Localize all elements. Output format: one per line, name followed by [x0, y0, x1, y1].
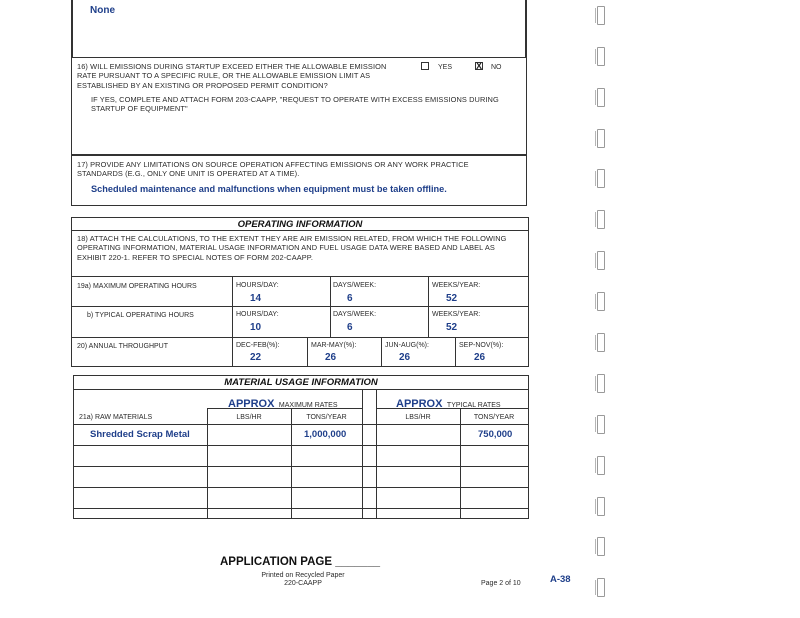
annual-col-divider-1: [232, 337, 233, 366]
typ-days-week-label: DAYS/WEEK:: [333, 311, 377, 318]
mar-may-value: 26: [325, 352, 337, 363]
max-lbs-hr-label: LBS/HR: [236, 414, 262, 421]
material-row-line-5: [74, 508, 528, 509]
material-subheader-line-right: [376, 408, 528, 409]
max-days-week-label: DAYS/WEEK:: [333, 282, 377, 289]
typ-hours-day-value: 10: [250, 322, 262, 333]
dec-feb-value: 22: [250, 352, 262, 363]
q16-no-label: NO: [491, 64, 502, 71]
operating-row-divider-1: [72, 276, 528, 277]
binder-ring-3: [597, 88, 605, 107]
operating-row-divider-3: [72, 337, 528, 338]
typ-col-divider-2: [330, 306, 331, 337]
max-weeks-year-label: WEEKS/YEAR:: [432, 282, 481, 289]
mar-may-label: MAR-MAY(%):: [311, 342, 357, 349]
q16-question: 16) WILL EMISSIONS DURING STARTUP EXCEED EITHER THE ALLOWABLE EMISSION RATE PURSUANT TO A SPECIFIC RULE, OR THE ALLOWABLE EMISSION LIMIT AS ESTABLISHED BY AN EXISTING OR PROPOSED PERMIT CONDITION?: [77, 62, 387, 90]
typ-hours-label: b) TYPICAL OPERATING HOURS: [87, 312, 194, 319]
typ-rates-prefix: APPROX: [396, 398, 443, 410]
binder-ring-5: [597, 169, 605, 188]
max-hours-day-label: HOURS/DAY:: [236, 282, 279, 289]
material-row-line-1: [74, 424, 528, 425]
typ-rates-header: [396, 394, 501, 412]
max-tons-year-label: TONS/YEAR: [306, 414, 347, 421]
jun-aug-label: JUN-AUG(%):: [385, 342, 429, 349]
max-col-divider-1: [232, 276, 233, 306]
material-row1-typ-tons: 750,000: [478, 429, 513, 440]
material-row-line-3: [74, 466, 528, 467]
material-row1-max-tons: 1,000,000: [304, 429, 347, 440]
printed-on-recycled: Printed on Recycled Paper: [261, 572, 345, 579]
binder-ring-11: [597, 415, 605, 434]
binder-ring-6: [597, 210, 605, 229]
material-row-line-4: [74, 487, 528, 488]
binder-ring-13: [597, 497, 605, 516]
material-col-divider-4: [376, 389, 377, 518]
operating-instruction: 18) ATTACH THE CALCULATIONS, TO THE EXTENT THEY ARE AIR EMISSION RELATED, FROM WHICH THE FOLLOWING OPERATING INFORMATION, MATERIAL USAGE INFORMATION AND FUEL USAGE DATA WERE BASED AND LABEL AS EXHIBIT 220-1. REFER TO SPECIAL NOTES OF FORM 202-CAAPP.: [77, 234, 507, 262]
max-hours-label: 19a) MAXIMUM OPERATING HOURS: [77, 283, 197, 290]
binder-ring-9: [597, 333, 605, 352]
q17-answer: Scheduled maintenance and malfunctions when equipment must be taken offline.: [91, 184, 447, 194]
max-rates-prefix: APPROX: [228, 398, 275, 410]
max-col-divider-2: [330, 276, 331, 306]
raw-materials-label: 21a) RAW MATERIALS: [79, 414, 153, 421]
binder-ring-10: [597, 374, 605, 393]
material-title-divider: [74, 389, 528, 390]
material-subheader-line-left: [207, 408, 362, 409]
binder-ring-1: [597, 6, 605, 25]
max-rates-label: MAXIMUM RATES: [278, 402, 338, 409]
annual-col-divider-4: [455, 337, 456, 366]
form-number: 220-CAAPP: [284, 580, 322, 587]
q16-yes-checkbox[interactable]: [421, 62, 429, 70]
binder-ring-14: [597, 537, 605, 556]
q16-yes-label: YES: [438, 64, 453, 71]
application-page-label: APPLICATION PAGE _______: [220, 556, 380, 568]
max-col-divider-3: [428, 276, 429, 306]
operating-title: OPERATING INFORMATION: [237, 219, 363, 230]
material-title: MATERIAL USAGE INFORMATION: [224, 377, 378, 388]
binder-ring-4: [597, 129, 605, 148]
annual-throughput-label: 20) ANNUAL THROUGHPUT: [77, 343, 169, 350]
dec-feb-label: DEC-FEB(%):: [236, 342, 280, 349]
typ-lbs-hr-label: LBS/HR: [405, 414, 431, 421]
binder-ring-12: [597, 456, 605, 475]
q16-no-checkbox[interactable]: X: [476, 61, 483, 71]
operating-row-divider-2: [72, 306, 528, 307]
binder-ring-7: [597, 251, 605, 270]
sep-nov-value: 26: [474, 352, 486, 363]
max-weeks-year-value: 52: [446, 293, 458, 304]
q16-instruction: IF YES, COMPLETE AND ATTACH FORM 203-CAAPP, "REQUEST TO OPERATE WITH EXCESS EMISSIONS DURING STARTUP OF EQUIPMENT": [91, 95, 499, 114]
sep-nov-label: SEP-NOV(%):: [459, 342, 504, 349]
material-col-divider-3: [362, 389, 363, 518]
typ-hours-day-label: HOURS/DAY:: [236, 311, 279, 318]
typ-col-divider-1: [232, 306, 233, 337]
top-box-left-border: [71, 0, 73, 57]
binder-ring-2: [597, 47, 605, 66]
max-days-week-value: 6: [347, 293, 353, 304]
annual-col-divider-3: [381, 337, 382, 366]
top-answer-none: None: [90, 5, 115, 16]
typ-rates-label: TYPICAL RATES: [446, 402, 501, 409]
binder-ring-8: [597, 292, 605, 311]
page-number: Page 2 of 10: [481, 580, 521, 587]
typ-weeks-year-value: 52: [446, 322, 458, 333]
max-hours-day-value: 14: [250, 293, 262, 304]
operating-title-divider: [72, 230, 528, 231]
annual-col-divider-2: [307, 337, 308, 366]
max-rates-header: [228, 394, 338, 412]
jun-aug-value: 26: [399, 352, 411, 363]
typ-col-divider-3: [428, 306, 429, 337]
typ-days-week-value: 6: [347, 322, 353, 333]
top-box-right-border: [525, 0, 527, 57]
typ-weeks-year-label: WEEKS/YEAR:: [432, 311, 481, 318]
material-row1-name: Shredded Scrap Metal: [90, 429, 190, 440]
typ-tons-year-label: TONS/YEAR: [473, 414, 515, 421]
q17-question: 17) PROVIDE ANY LIMITATIONS ON SOURCE OPERATION AFFECTING EMISSIONS OR ANY WORK PRACTICE STANDARDS (E.G., ONLY ONE UNIT IS OPERATED AT A TIME).: [77, 160, 469, 179]
binder-ring-15: [597, 578, 605, 597]
exhibit-code: A-38: [550, 574, 571, 585]
material-row-line-2: [74, 445, 528, 446]
